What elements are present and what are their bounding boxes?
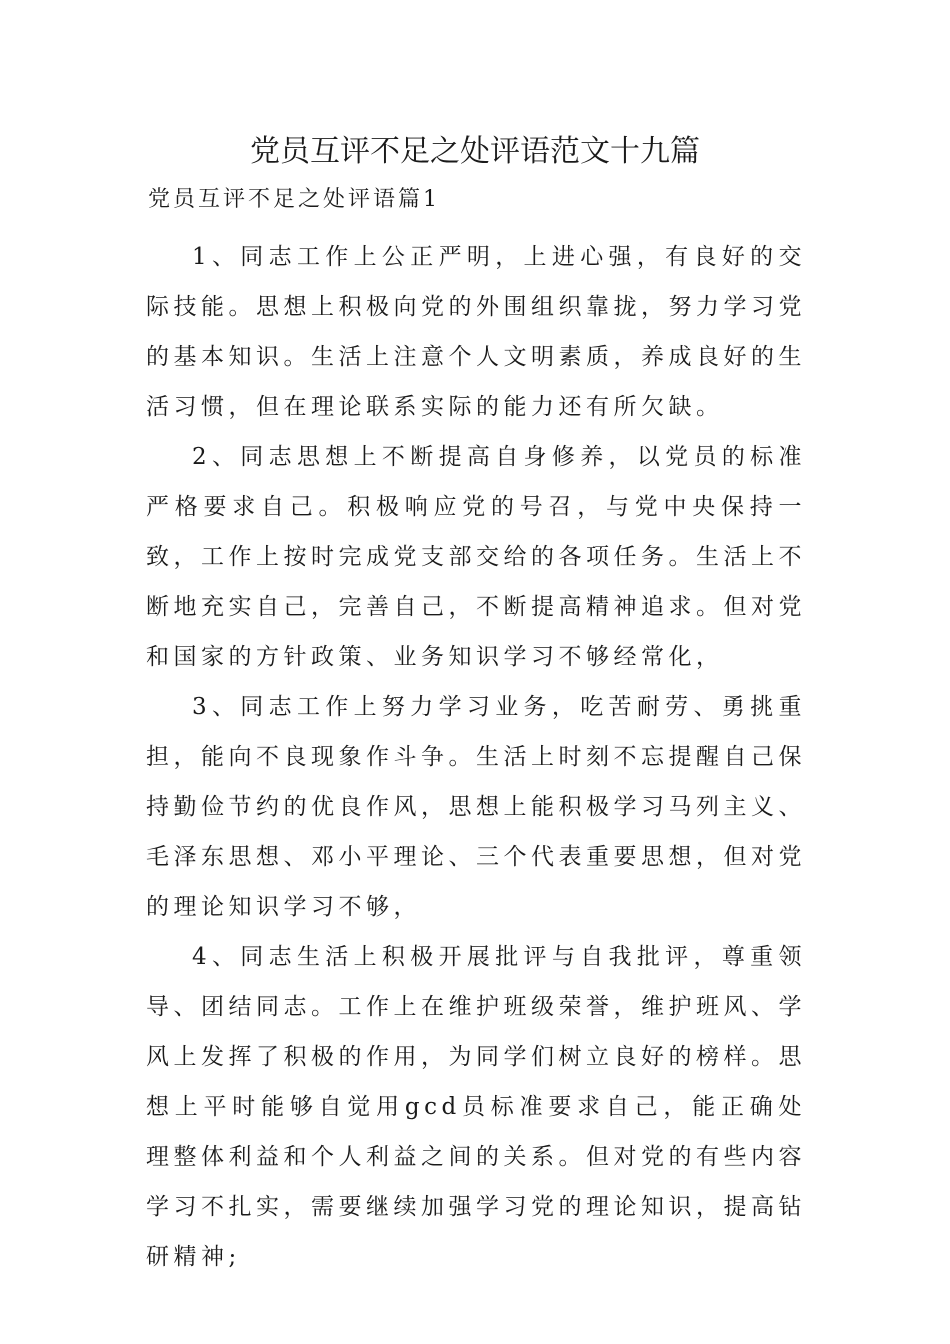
document-body bbox=[146, 232, 806, 1282]
paragraph-1: 1、同志工作上公正严明，上进心强，有良好的交际技能。思想上积极向党的外围组织靠拢，努力学习党的基本知识。生活上注意个人文明素质，养成良好的生活习惯，但在理论联系实际的能力还有所欠缺。 bbox=[146, 244, 806, 420]
document-title: 党员互评不足之处评语范文十九篇 bbox=[250, 134, 700, 169]
paragraph-4: 4、同志生活上积极开展批评与自我批评，尊重领导、团结同志。工作上在维护班级荣誉，维护班风、学风上发挥了积极的作用，为同学们树立良好的榜样。思想上平时能够自觉用gcd员标准要求自己，能正确处理整体利益和个人利益之间的关系。但对党的有些内容学习不扎实，需要继续加强学习党的理论知识，提高钻研精神; bbox=[146, 944, 806, 1270]
paragraph-3: 3、同志工作上努力学习业务，吃苦耐劳、勇挑重担，能向不良现象作斗争。生活上时刻不忘提醒自己保持勤俭节约的优良作风，思想上能积极学习马列主义、毛泽东思想、邓小平理论、三个代表重要思想，但对党的理论知识学习不够， bbox=[146, 694, 806, 920]
section-heading: 党员互评不足之处评语篇1 bbox=[148, 187, 440, 212]
paragraph-2: 2、同志思想上不断提高自身修养，以党员的标准严格要求自己。积极响应党的号召，与党中央保持一致，工作上按时完成党支部交给的各项任务。生活上不断地充实自己，完善自己，不断提高精神追求。但对党和国家的方针政策、业务知识学习不够经常化， bbox=[146, 444, 806, 670]
